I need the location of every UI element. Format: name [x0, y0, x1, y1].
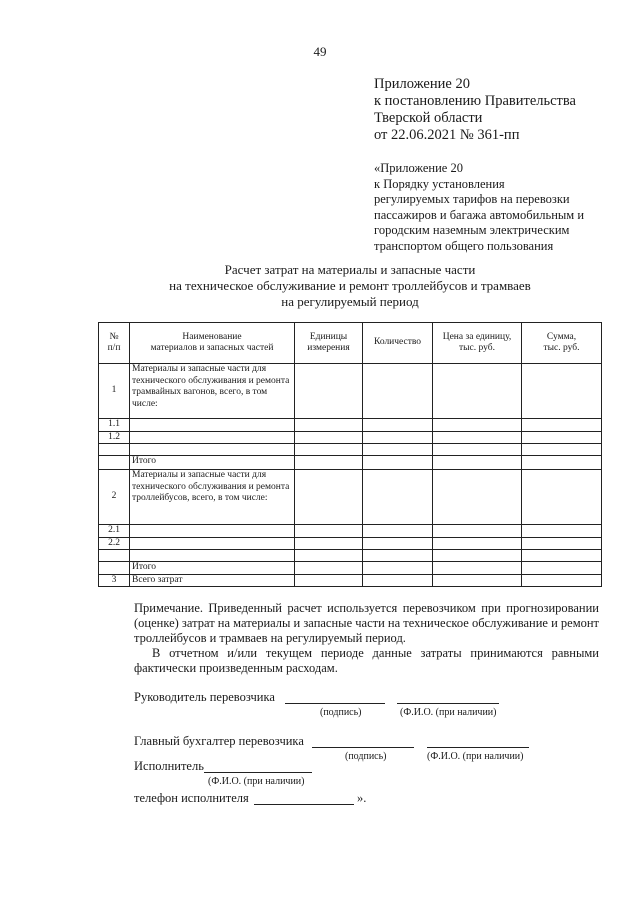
row-value-cell[interactable]: [295, 574, 363, 587]
appendix-line: Тверской области: [374, 110, 483, 126]
table-row: [99, 525, 602, 538]
inner-appendix-line: транспортом общего пользования: [374, 238, 554, 253]
row-value-cell[interactable]: [522, 431, 602, 444]
executor-line[interactable]: [204, 761, 312, 773]
table-row: [99, 562, 602, 575]
row-value-cell[interactable]: [363, 364, 433, 419]
executor-label: Исполнитель: [134, 759, 204, 773]
row-name: Всего затрат: [130, 574, 295, 587]
header-num: № п/п: [99, 323, 130, 364]
row-name: [130, 431, 295, 444]
fio-caption: (Ф.И.О. (при наличии): [427, 751, 524, 762]
inner-appendix-block: [374, 161, 584, 254]
table-header-row: [99, 323, 602, 364]
row-value-cell[interactable]: [295, 470, 363, 525]
row-value-cell[interactable]: [522, 456, 602, 470]
row-number: [99, 550, 130, 562]
executor-row: [134, 759, 204, 774]
row-name: [130, 419, 295, 432]
page-number: 49: [313, 44, 327, 59]
row-value-cell[interactable]: [433, 364, 522, 419]
fio-caption: (Ф.И.О. (при наличии): [400, 707, 497, 718]
table-row: [99, 537, 602, 550]
row-value-cell[interactable]: [522, 444, 602, 456]
header-quantity: Количество: [363, 323, 433, 364]
document-title: [100, 262, 600, 310]
header-sum: Сумма, тыс. руб.: [522, 323, 602, 364]
row-value-cell[interactable]: [522, 574, 602, 587]
phone-label: телефон исполнителя: [134, 791, 249, 805]
row-value-cell[interactable]: [522, 364, 602, 419]
title-line: Расчет затрат на материалы и запасные части: [224, 262, 476, 277]
inner-appendix-line: пассажиров и багажа автомобильным и: [374, 207, 585, 222]
row-value-cell[interactable]: [522, 419, 602, 432]
row-value-cell[interactable]: [433, 431, 522, 444]
row-name: Материалы и запасные части для технического обслуживания и ремонта трамвайных вагонов, всего, в том числе:: [130, 364, 295, 419]
table-row: [99, 456, 602, 470]
row-value-cell[interactable]: [433, 537, 522, 550]
accountant-signature-row: [134, 734, 304, 749]
row-value-cell[interactable]: [522, 550, 602, 562]
head-signature-row: [134, 690, 275, 705]
row-value-cell[interactable]: [295, 525, 363, 538]
table-row: [99, 419, 602, 432]
row-value-cell[interactable]: [363, 419, 433, 432]
table-row: [99, 550, 602, 562]
phone-end: ».: [357, 791, 367, 805]
row-value-cell[interactable]: [522, 525, 602, 538]
row-value-cell[interactable]: [363, 537, 433, 550]
header-price: Цена за единицу, тыс. руб.: [433, 323, 522, 364]
row-number: [99, 562, 130, 575]
row-value-cell[interactable]: [295, 431, 363, 444]
row-name: Итого: [130, 456, 295, 470]
inner-appendix-line: городским наземным электрическим: [374, 223, 570, 237]
title-line: на техническое обслуживание и ремонт троллейбусов и трамваев: [169, 278, 531, 293]
appendix-line: к постановлению Правительства: [374, 93, 576, 109]
row-value-cell[interactable]: [363, 574, 433, 587]
row-value-cell[interactable]: [433, 456, 522, 470]
row-value-cell[interactable]: [363, 562, 433, 575]
row-value-cell[interactable]: [433, 574, 522, 587]
appendix-line: от 22.06.2021 № 361-пп: [374, 127, 520, 143]
note-paragraph: В отчетном и/или текущем периоде данные затраты принимаются равными фактически произведенным расходам.: [134, 646, 599, 675]
row-value-cell[interactable]: [363, 444, 433, 456]
row-value-cell[interactable]: [433, 444, 522, 456]
accountant-label: Главный бухгалтер перевозчика: [134, 734, 304, 748]
row-number: 3: [99, 574, 130, 587]
row-value-cell[interactable]: [295, 364, 363, 419]
row-number: [99, 456, 130, 470]
row-value-cell[interactable]: [363, 550, 433, 562]
row-number: [99, 444, 130, 456]
row-name: [130, 525, 295, 538]
inner-appendix-line: к Порядку установления: [374, 176, 505, 191]
row-value-cell[interactable]: [522, 537, 602, 550]
row-value-cell[interactable]: [363, 431, 433, 444]
row-value-cell[interactable]: [363, 456, 433, 470]
row-number: 1.2: [99, 431, 130, 444]
row-name: [130, 550, 295, 562]
table-row: [99, 444, 602, 456]
row-number: 2: [99, 470, 130, 525]
row-name: [130, 444, 295, 456]
header-units: Единицы измерения: [295, 323, 363, 364]
row-name: Материалы и запасные части для технического обслуживания и ремонта троллейбусов, всего, в том числе:: [130, 470, 295, 525]
cost-table: [98, 322, 602, 587]
row-number: 2.2: [99, 537, 130, 550]
row-value-cell[interactable]: [295, 456, 363, 470]
row-value-cell[interactable]: [433, 470, 522, 525]
row-value-cell[interactable]: [295, 550, 363, 562]
row-value-cell[interactable]: [433, 562, 522, 575]
row-value-cell[interactable]: [295, 444, 363, 456]
table-row: [99, 470, 602, 525]
row-value-cell[interactable]: [295, 537, 363, 550]
head-signature-line[interactable]: [285, 692, 385, 704]
sign-caption: (подпись): [320, 707, 362, 718]
table-row: [99, 431, 602, 444]
row-value-cell[interactable]: [363, 525, 433, 538]
row-value-cell[interactable]: [522, 470, 602, 525]
row-value-cell[interactable]: [433, 550, 522, 562]
inner-appendix-line: «Приложение 20: [374, 161, 463, 175]
table-row: [99, 574, 602, 587]
note-block: [134, 601, 599, 676]
phone-line[interactable]: [254, 793, 354, 805]
inner-appendix-line: регулируемых тарифов на перевозки: [374, 192, 570, 206]
row-value-cell[interactable]: [433, 419, 522, 432]
row-number: 1: [99, 364, 130, 419]
row-value-cell[interactable]: [295, 562, 363, 575]
row-number: 2.1: [99, 525, 130, 538]
phone-row: [134, 791, 249, 806]
sign-caption: (подпись): [345, 751, 387, 762]
accountant-signature-line[interactable]: [312, 736, 414, 748]
note-paragraph: Примечание. Приведенный расчет используется перевозчиком при прогнозировании (оценке) затрат на материалы и запасные части на техническое обслуживание и ремонт троллейбусов и трамваев на регулируемый период.: [134, 601, 600, 645]
header-name: Наименование материалов и запасных частей: [130, 323, 295, 364]
head-fio-line[interactable]: [397, 692, 499, 704]
row-name: [130, 537, 295, 550]
row-value-cell[interactable]: [522, 562, 602, 575]
row-name: Итого: [130, 562, 295, 575]
row-value-cell[interactable]: [295, 419, 363, 432]
table-row: [99, 364, 602, 419]
appendix-line: Приложение 20: [374, 76, 470, 92]
row-value-cell[interactable]: [433, 525, 522, 538]
head-label: Руководитель перевозчика: [134, 690, 275, 704]
title-line: на регулируемый период: [281, 294, 419, 309]
accountant-fio-line[interactable]: [427, 736, 529, 748]
fio-caption: (Ф.И.О. (при наличии): [208, 776, 305, 787]
row-value-cell[interactable]: [363, 470, 433, 525]
row-number: 1.1: [99, 419, 130, 432]
appendix-block: [374, 76, 576, 144]
